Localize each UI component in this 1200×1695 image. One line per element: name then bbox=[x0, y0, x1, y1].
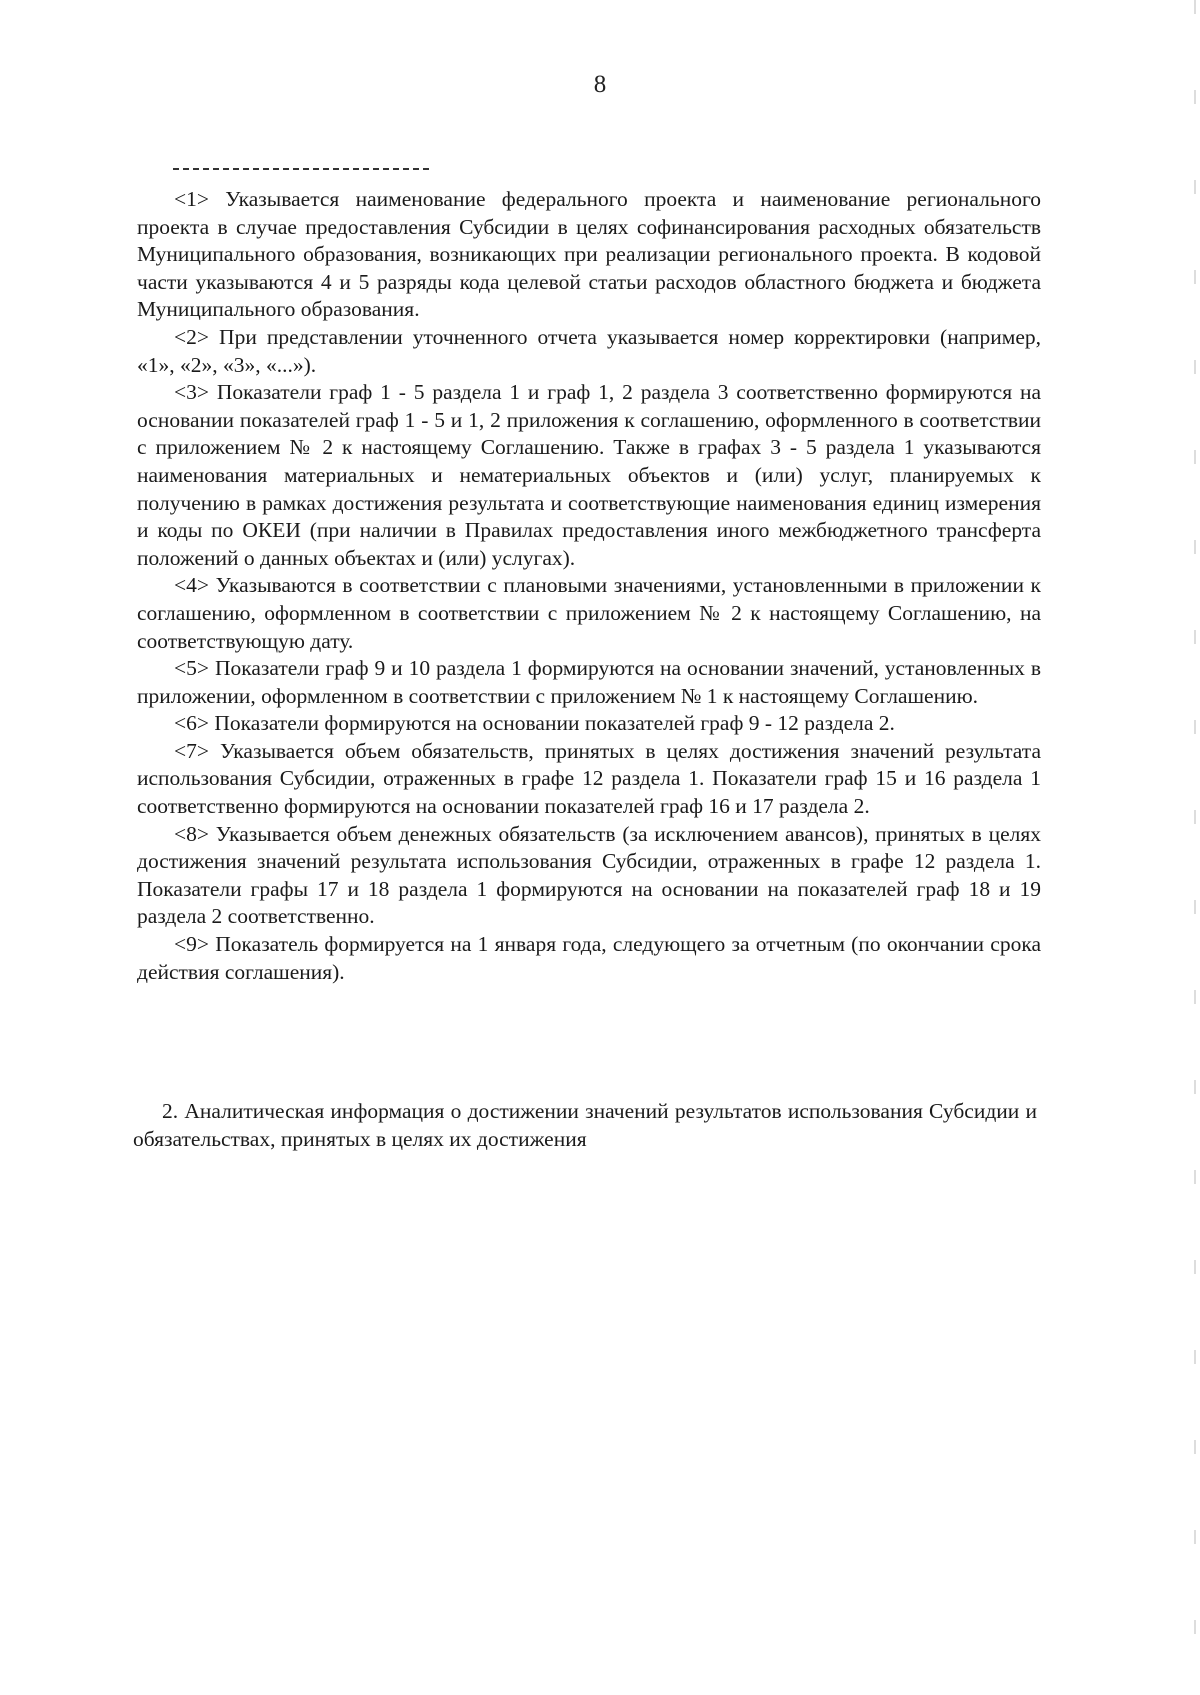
footnote-text: Указываются в соответствии с плановыми значениями, установленными в приложении к соглашению, оформленном в соответствии с приложением № 2 к настоящему Соглашению, на соответствующую дату. bbox=[137, 573, 1041, 653]
footnote-text: Показатели граф 1 - 5 раздела 1 и граф 1, 2 раздела 3 соответственно формируются на основании показателей граф 1 - 5 и 1, 2 приложения к соглашению, оформленного в соответствии с приложением № 2 к настоящему Соглашению. Также в графах 3 - 5 раздела 1 указываются наименования материальных и нематериальных объектов и (или) услуг, планируемых к получению в рамках достижения результата и соответствующие наименования единиц измерения и коды по ОКЕИ (при наличии в Правилах предоставления иного межбюджетного трансферта положений о данных объектах и (или) услугах). bbox=[137, 380, 1041, 570]
footnote-label: <5> bbox=[174, 656, 210, 681]
footnote-text: Показатели граф 9 и 10 раздела 1 формируются на основании значений, установленных в приложении, оформленном в соответствии с приложением № 1 к настоящему Соглашению. bbox=[137, 656, 1041, 708]
footnote-label: <4> bbox=[174, 573, 210, 598]
footnote-3 bbox=[137, 379, 1041, 572]
footnote-7 bbox=[137, 738, 1041, 821]
footnote-text: Показатели формируются на основании показателей граф 9 - 12 раздела 2. bbox=[209, 711, 895, 736]
footnote-label: <7> bbox=[174, 738, 210, 763]
footnote-label: <2> bbox=[174, 324, 210, 349]
footnote-2 bbox=[137, 324, 1041, 379]
footnote-separator bbox=[173, 168, 429, 170]
footnote-4 bbox=[137, 572, 1041, 655]
section-heading: 2. Аналитическая информация о достижении значений результатов использования Субсидии и обязательствах, принятых в целях их достижения bbox=[133, 1099, 1037, 1151]
footnotes-list bbox=[137, 186, 1041, 986]
footnote-label: <8> bbox=[174, 821, 210, 846]
footnote-6 bbox=[137, 710, 1041, 738]
footnote-text: Указывается объем денежных обязательств (за исключением авансов), принятых в целях достижения значений результата использования Субсидии, отраженных в графе 12 раздела 1. Показатели графы 17 и 18 раздела 1 формируются на основании на показателей граф 18 и 19 раздела 2 соответственно. bbox=[137, 821, 1041, 929]
footnote-label: <1> bbox=[174, 187, 210, 211]
page-number: 8 bbox=[593, 71, 607, 98]
footnote-text: При представлении уточненного отчета указывается номер корректировки (например, «1», «2», «3», «...»). bbox=[137, 324, 1041, 377]
footnote-text: Указывается наименование федерального проекта и наименование регионального проекта в случае предоставления Субсидии в целях софинансирования расходных обязательств Муниципального образования, возникающих при реализации регионального проекта. В кодовой части указываются 4 и 5 разряды кода целевой статьи расходов областного бюджета и бюджета Муниципального образования. bbox=[137, 187, 1041, 322]
footnote-label: <6> bbox=[174, 711, 210, 736]
footnote-text: Показатель формируется на 1 января года, следующего за отчетным (по окончании срока действия соглашения). bbox=[137, 932, 1041, 984]
footnote-label: <9> bbox=[174, 932, 210, 957]
footnote-5 bbox=[137, 655, 1041, 710]
scan-edge-artifact bbox=[1194, 0, 1196, 1695]
footnote-text: Указывается объем обязательств, принятых в целях достижения значений результата использования Субсидии, отраженных в графе 12 раздела 1. Показатели граф 15 и 16 раздела 1 соответственно формируются на основании показателей граф 16 и 17 раздела 2. bbox=[137, 738, 1041, 819]
footnote-label: <3> bbox=[174, 380, 210, 405]
footnote-1 bbox=[137, 186, 1041, 324]
footnote-9 bbox=[137, 931, 1041, 986]
footnote-8 bbox=[137, 821, 1041, 931]
